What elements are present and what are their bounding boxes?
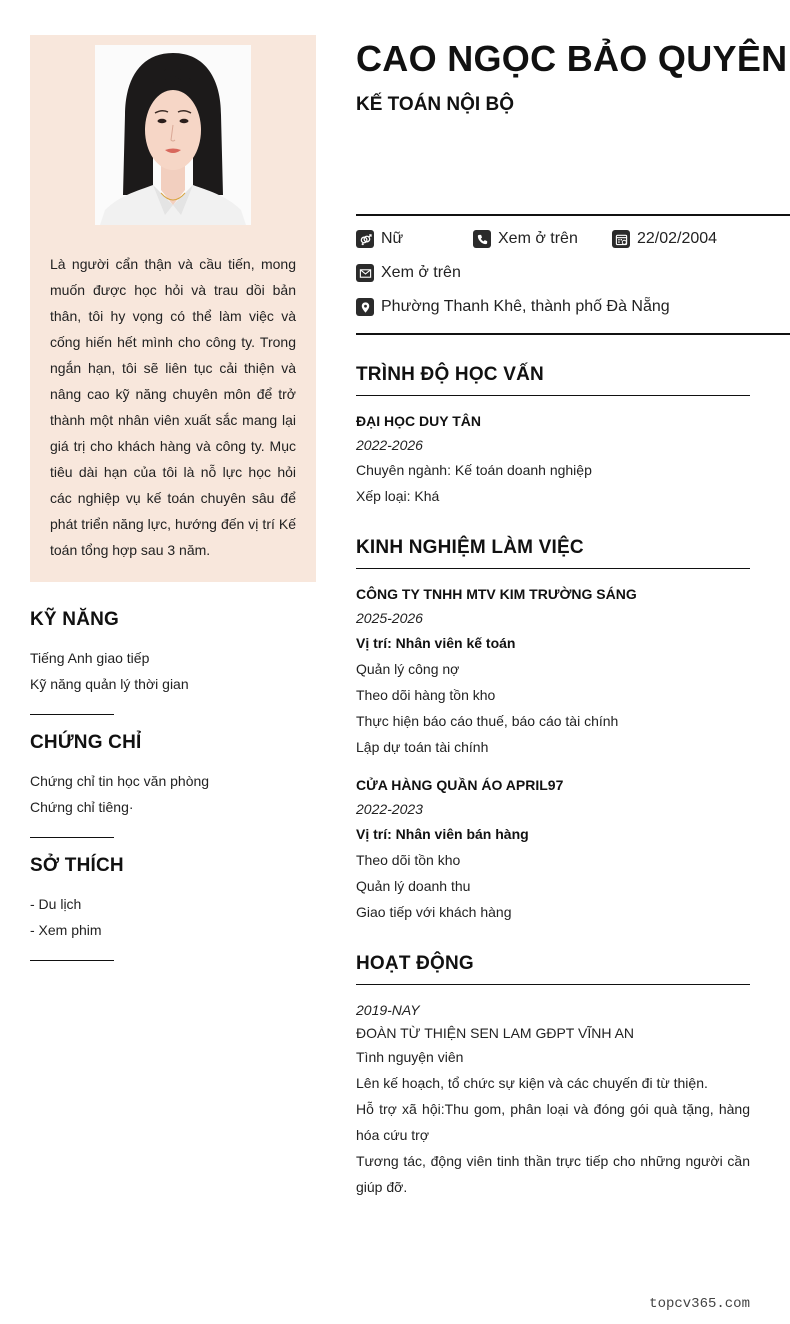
section-rule [356,395,750,396]
career-objective: Là người cẩn thận và cầu tiến, mong muốn được học hỏi và trau dồi bản thân, tôi hy vọng có thể làm việc và cống hiến hết mình cho công ty. Trong ngắn hạn, tôi sẽ liên tục cải thiện và nâng cao kỹ năng chuyên môn để trở thành một nhân viên xuất sắc mang lại giá trị cho khách hàng và công ty. Mục tiêu dài hạn của tôi là nỗ lực học hỏi các nghiệp vụ kế toán chuyên sâu để phát triển năng lực, hướng đến vị trí Kế toán tổng hợp sau 3 năm. [50,256,296,558]
email-info [356,264,461,282]
address-value: Phường Thanh Khê, thành phố Đà Nẵng [381,298,670,315]
education-section [356,364,750,509]
contact-row-1 [356,227,717,251]
certificates-section [30,732,290,838]
hobbies-list [30,891,290,943]
skill-item: Tiếng Anh giao tiếp [30,650,150,666]
skill-item: Kỹ năng quản lý thời gian [30,676,189,692]
experience-title: KINH NGHIỆM LÀM VIỆC [356,537,584,558]
calendar-icon [612,230,630,248]
section-divider [30,960,114,961]
job-period: 2022-2023 [356,801,423,817]
education-title: TRÌNH ĐỘ HỌC VẤN [356,364,544,385]
location-pin-icon [356,298,374,316]
profile-photo [95,45,251,225]
section-rule [356,984,750,985]
section-rule [356,568,750,569]
job-task: Thực hiện báo cáo thuế, báo cáo tài chính [356,713,619,729]
job-task: Lập dự toán tài chính [356,739,489,755]
activity-role: Tình nguyện viên [356,1049,464,1065]
portrait-image [95,45,251,225]
email-value: Xem ở trên [381,264,461,281]
activity-entry [356,998,750,1200]
skills-section [30,609,290,715]
certificate-item: Chứng chỉ tin học văn phòng [30,773,210,789]
contact-row-2 [356,261,461,285]
activities-title: HOẠT ĐỘNG [356,953,474,974]
phone-info [473,230,612,248]
section-divider [30,837,114,838]
contact-top-rule [356,214,790,216]
hobbies-section [30,855,290,961]
mail-icon [356,264,374,282]
company-name: CÔNG TY TNHH MTV KIM TRƯỜNG SÁNG [356,586,637,602]
activity-period: 2019-NAY [356,1002,420,1018]
certificates-title: CHỨNG CHỈ [30,732,142,753]
education-period: 2022-2026 [356,437,423,453]
certificate-item: Chứng chỉ tiêng· [30,799,134,815]
hobby-item: - Xem phim [30,922,102,938]
gender-value: Nữ [381,230,404,247]
watermark: topcv365.com [649,1296,750,1312]
left-column [30,35,316,582]
experience-entry [356,582,750,760]
education-rank: Xếp loại: Khá [356,488,440,504]
phone-icon [473,230,491,248]
activity-line: Tương tác, động viên tinh thần trực tiếp cho những người cần giúp đỡ. [356,1153,750,1195]
company-name: CỬA HÀNG QUẦN ÁO APRIL97 [356,777,564,793]
job-role: Vị trí: Nhân viên bán hàng [356,826,529,842]
job-title: KẾ TOÁN NỘI BỘ [356,94,514,115]
gender-icon [356,230,374,248]
activities-section [356,953,750,1200]
job-task: Quản lý doanh thu [356,878,471,894]
experience-section [356,537,750,925]
job-task: Giao tiếp với khách hàng [356,904,512,920]
birthday-value: 22/02/2004 [637,230,718,247]
hobby-item: - Du lịch [30,896,82,912]
profile-box [30,35,316,582]
contact-row-3 [356,295,670,319]
gender-info [356,230,473,248]
job-task: Quản lý công nợ [356,661,460,677]
education-major: Chuyên ngành: Kế toán doanh nghiệp [356,462,592,478]
hobbies-title: SỞ THÍCH [30,855,124,876]
candidate-name: CAO NGỌC BẢO QUYÊN [356,38,788,79]
job-period: 2025-2026 [356,610,423,626]
job-role: Vị trí: Nhân viên kế toán [356,635,516,651]
skills-title: KỸ NĂNG [30,609,120,630]
certificates-list [30,768,290,820]
experience-entry [356,773,750,925]
skills-list [30,645,290,697]
phone-value: Xem ở trên [498,230,578,247]
job-task: Theo dõi hàng tồn kho [356,687,496,703]
activity-line: Lên kế hoạch, tổ chức sự kiện và các chuyến đi từ thiện. [356,1075,708,1091]
birthday-info [612,230,717,248]
job-task: Theo dõi tồn kho [356,852,461,868]
contact-bottom-rule [356,333,790,335]
address-info [356,298,670,316]
activity-line: Hỗ trợ xã hội:Thu gom, phân loại và đóng gói quà tặng, hàng hóa cứu trợ [356,1101,750,1143]
school-name: ĐẠI HỌC DUY TÂN [356,413,481,429]
activity-organization: ĐOÀN TỪ THIỆN SEN LAM GĐPT VĨNH AN [356,1025,635,1041]
education-entry [356,409,750,509]
section-divider [30,714,114,715]
